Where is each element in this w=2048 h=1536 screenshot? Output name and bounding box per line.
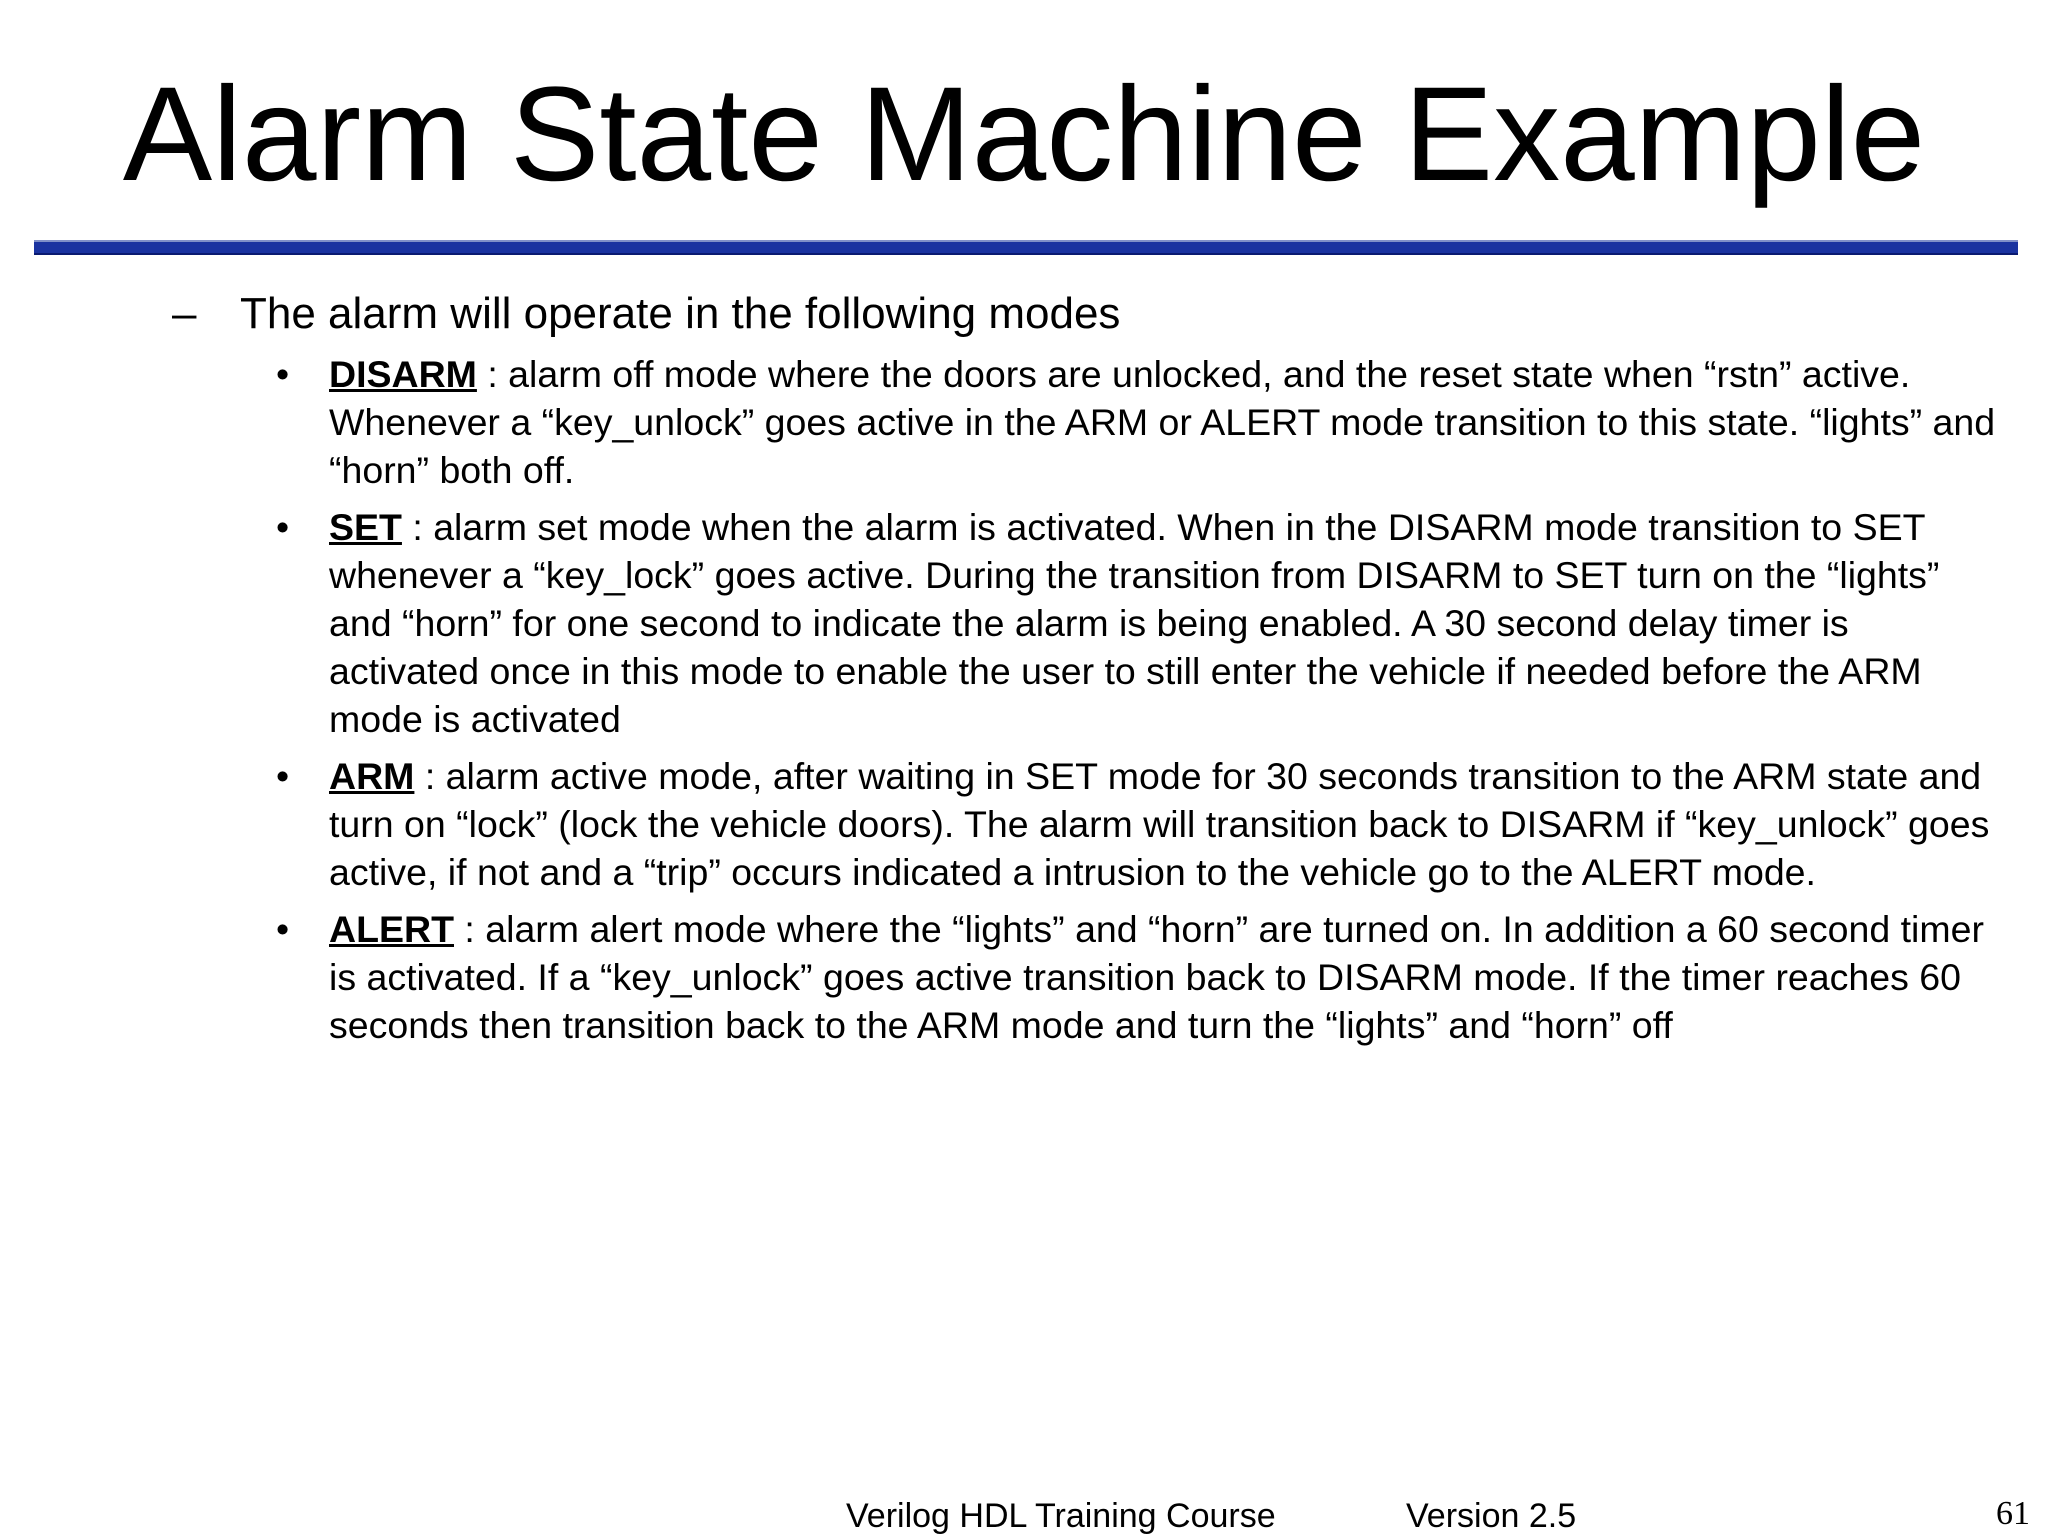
mode-name-alert: ALERT: [329, 908, 454, 950]
mode-name-disarm: DISARM: [329, 353, 477, 395]
page-number: 61: [1996, 1495, 2030, 1532]
title-divider: [34, 240, 2018, 255]
bullet-icon: •: [276, 353, 290, 395]
bullet-icon: •: [276, 755, 290, 797]
mode-item-arm: [276, 752, 1996, 896]
slide-title: Alarm State Machine Example: [122, 60, 1926, 209]
bullet-icon: •: [276, 506, 290, 548]
mode-name-arm: ARM: [329, 755, 415, 797]
footer-course-title: Verilog HDL Training Course: [846, 1497, 1276, 1535]
footer-version: Version 2.5: [1406, 1497, 1577, 1535]
mode-description-arm: : alarm active mode, after waiting in SET mode for 30 seconds transition to the ARM state and turn on “lock” (lock the vehicle doors). The alarm will transition back to DISARM if “key_unlock” goes active, if not and a “trip” occurs indicated a intrusion to the vehicle go to the ALERT mode.: [329, 755, 1990, 893]
mode-description-disarm: : alarm off mode where the doors are unlocked, and the reset state when “rstn” active. Whenever a “key_unlock” goes active in the ARM or ALERT mode transition to this state. “lights” and “horn” both off.: [329, 353, 1996, 491]
mode-description-alert: : alarm alert mode where the “lights” and “horn” are turned on. In addition a 60 second timer is activated. If a “key_unlock” goes active transition back to DISARM mode. If the timer reaches 60 seconds then transition back to the ARM mode and turn the “lights” and “horn” off: [329, 908, 1984, 1046]
mode-description-set: : alarm set mode when the alarm is activated. When in the DISARM mode transition to SET whenever a “key_lock” goes active. During the transition from DISARM to SET turn on the “lights” and “horn” for one second to indicate the alarm is being enabled. A 30 second delay timer is activated once in this mode to enable the user to still enter the vehicle if needed before the ARM mode is activated: [329, 506, 1940, 740]
bullet-icon: •: [276, 908, 290, 950]
dash-marker: –: [172, 289, 197, 338]
mode-list: [276, 350, 1996, 1058]
mode-item-set: [276, 503, 1996, 743]
intro-text: The alarm will operate in the following modes: [240, 289, 1121, 338]
mode-item-alert: [276, 905, 1996, 1049]
intro-line: [172, 286, 1120, 342]
mode-name-set: SET: [329, 506, 402, 548]
mode-item-disarm: [276, 350, 1996, 494]
